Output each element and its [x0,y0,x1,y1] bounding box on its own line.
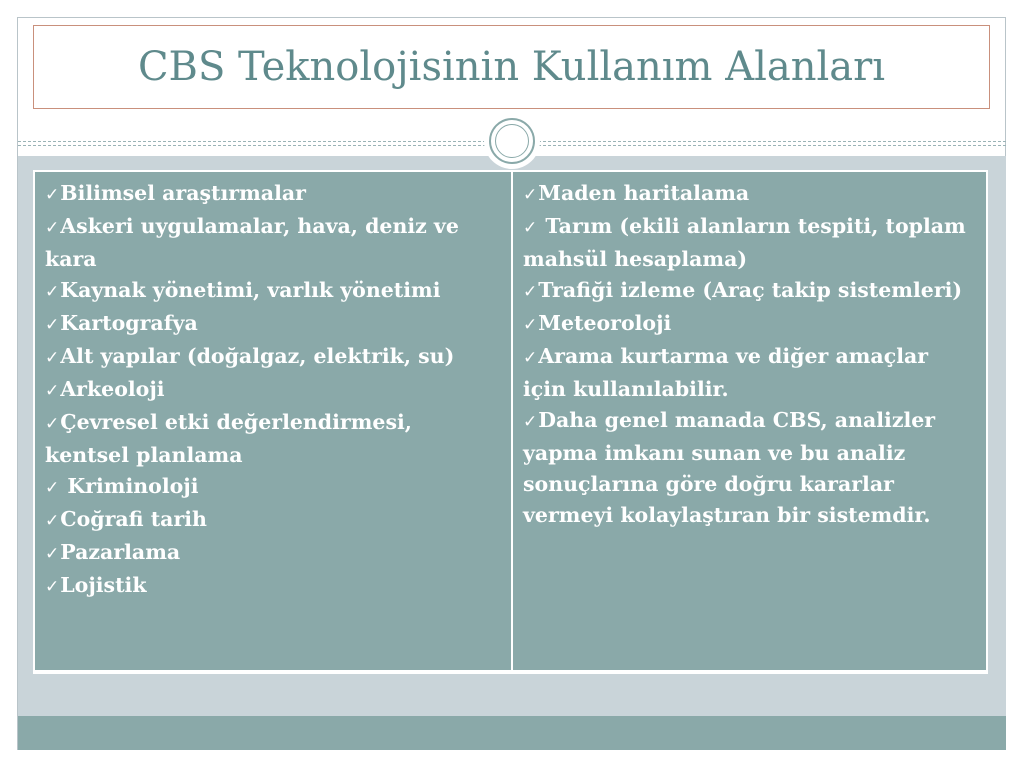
right-list-item [523,405,976,531]
checkmark-icon: ✓ [523,348,538,368]
checkmark-icon: ✓ [523,412,538,432]
checkmark-icon: ✓ [45,282,60,302]
left-list-item-text: Pazarlama [60,540,181,564]
checkmark-icon: ✓ [45,348,60,368]
right-list-item-text: Trafiği izleme (Araç takip sistemleri) [538,278,963,302]
right-list-item [523,178,976,211]
right-list-item-text: Arama kurtarma ve diğer amaçlar için kullanılabilir. [523,344,936,401]
left-list-item-text: Kriminoloji [60,474,199,498]
left-column [35,172,513,670]
checkmark-icon: ✓ [45,381,60,401]
checkmark-icon: ✓ [45,511,60,531]
left-list-item [45,308,501,341]
left-list-item-text: Çevresel etki değerlendirmesi, kentsel planlama [45,410,420,467]
right-list-item-text: Daha genel manada CBS, analizler yapma imkanı sunan ve bu analiz sonuçlarına göre doğru kararlar vermeyi kolaylaştıran bir sistemdir. [523,408,943,527]
checkmark-icon: ✓ [523,282,538,302]
right-list-item-text: Maden haritalama [538,181,750,205]
checkmark-icon: ✓ [45,544,60,564]
footer-bar [18,716,1006,750]
checkmark-icon: ✓ [45,315,60,335]
left-list-item [45,504,501,537]
left-list-item-text: Bilimsel araştırmalar [60,181,306,205]
right-list-item-text: Tarım (ekili alanların tespiti, toplam mahsül hesaplama) [523,214,973,271]
right-list-item [523,308,976,341]
title-box [33,25,990,109]
left-list-item [45,570,501,603]
right-column [513,172,986,670]
left-list-item-text: Alt yapılar (doğalgaz, elektrik, su) [60,344,455,368]
left-list-item-text: Arkeoloji [60,377,165,401]
content-table [33,170,988,672]
left-list-item [45,407,501,471]
right-list-item [523,341,976,405]
checkmark-icon: ✓ [523,315,538,335]
left-list-item-text: Lojistik [60,573,147,597]
left-list-item-text: Kaynak yönetimi, varlık yönetimi [60,278,441,302]
checkmark-icon: ✓ [45,478,60,498]
checkmark-icon: ✓ [45,218,60,238]
left-list-item [45,374,501,407]
checkmark-icon: ✓ [523,218,538,238]
left-list-item [45,178,501,211]
left-list-item-text: Coğrafi tarih [60,507,207,531]
left-list-item [45,537,501,570]
checkmark-icon: ✓ [45,185,60,205]
left-list-item [45,341,501,374]
checkmark-icon: ✓ [45,577,60,597]
checkmark-icon: ✓ [45,414,60,434]
left-list-item-text: Askeri uygulamalar, hava, deniz ve kara [45,214,467,271]
right-list-item [523,211,976,275]
checkmark-icon: ✓ [523,185,538,205]
circle-ornament-inner-ring [495,124,529,158]
left-list-item [45,275,501,308]
left-list-item [45,471,501,504]
right-list-item [523,275,976,308]
left-list-item [45,211,501,275]
right-list-item-text: Meteoroloji [538,311,672,335]
slide-title: CBS Teknolojisinin Kullanım Alanları [137,44,886,90]
left-list-item-text: Kartografya [60,311,198,335]
